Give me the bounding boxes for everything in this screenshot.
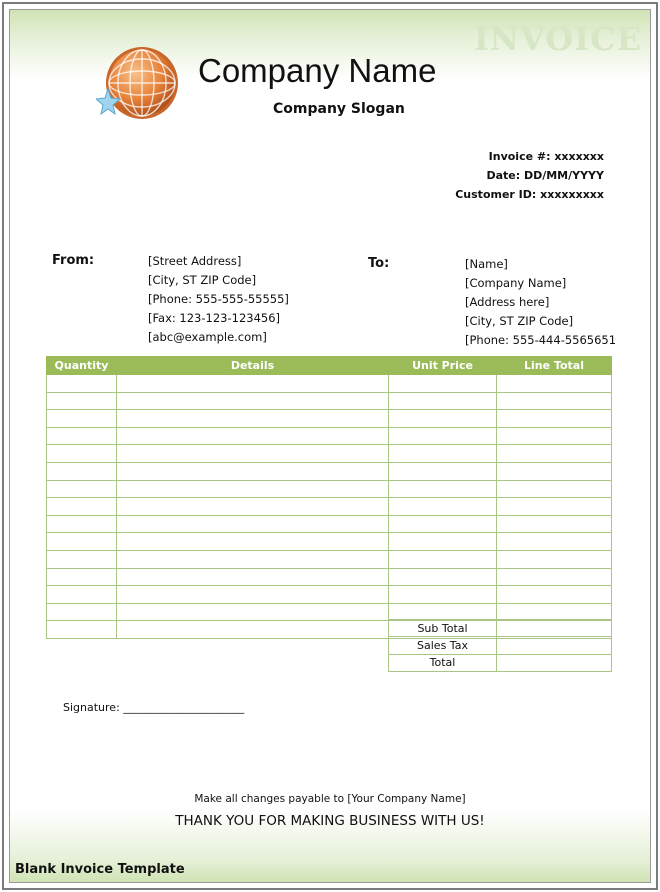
line-total-cell[interactable] <box>497 480 612 498</box>
table-row <box>47 550 612 568</box>
signature-line: Signature: ______________________ <box>63 701 245 714</box>
details-cell[interactable] <box>117 480 389 498</box>
invoice-number: Invoice #: xxxxxxx <box>488 150 604 163</box>
details-cell[interactable] <box>117 445 389 463</box>
table-row <box>47 498 612 516</box>
customer-id: Customer ID: xxxxxxxxx <box>455 188 604 201</box>
line-total-cell[interactable] <box>497 392 612 410</box>
globe-logo-icon <box>96 45 180 125</box>
invoice-watermark: INVOICE <box>473 20 642 58</box>
quantity-cell[interactable] <box>47 498 117 516</box>
quantity-cell[interactable] <box>47 480 117 498</box>
to-line: [Phone: 555-444-5565651 <box>465 333 617 347</box>
line-total-cell[interactable] <box>497 568 612 586</box>
company-name: Company Name <box>198 52 437 89</box>
to-line: [City, ST ZIP Code] <box>465 314 574 328</box>
table-row <box>47 392 612 410</box>
line-total-cell[interactable] <box>497 375 612 393</box>
line-total-cell[interactable] <box>497 498 612 516</box>
unit-price-cell[interactable] <box>389 392 497 410</box>
table-row <box>47 586 612 604</box>
table-row <box>47 515 612 533</box>
sales-tax-label: Sales Tax <box>389 637 497 654</box>
details-cell[interactable] <box>117 621 389 639</box>
template-title: Blank Invoice Template <box>15 862 185 877</box>
line-total-cell[interactable] <box>497 533 612 551</box>
details-cell[interactable] <box>117 533 389 551</box>
details-cell[interactable] <box>117 410 389 428</box>
table-header-row <box>47 357 612 375</box>
details-cell[interactable] <box>117 550 389 568</box>
quantity-cell[interactable] <box>47 462 117 480</box>
table-row <box>47 410 612 428</box>
table-row <box>47 480 612 498</box>
quantity-cell[interactable] <box>47 621 117 639</box>
quantity-cell[interactable] <box>47 533 117 551</box>
unit-price-cell[interactable] <box>389 550 497 568</box>
sales-tax-row <box>389 637 612 654</box>
table-row <box>47 533 612 551</box>
table-row <box>47 462 612 480</box>
quantity-cell[interactable] <box>47 410 117 428</box>
quantity-cell[interactable] <box>47 550 117 568</box>
unit-price-cell[interactable] <box>389 375 497 393</box>
table-row <box>47 568 612 586</box>
column-header-line-total: Line Total <box>497 357 612 375</box>
to-line: [Company Name] <box>465 276 567 290</box>
quantity-cell[interactable] <box>47 568 117 586</box>
quantity-cell[interactable] <box>47 586 117 604</box>
line-total-cell[interactable] <box>497 427 612 445</box>
from-label: From: <box>52 253 95 268</box>
unit-price-cell[interactable] <box>389 445 497 463</box>
unit-price-cell[interactable] <box>389 410 497 428</box>
payable-note: Make all changes payable to [Your Company Name] <box>194 793 466 805</box>
details-cell[interactable] <box>117 392 389 410</box>
unit-price-cell[interactable] <box>389 515 497 533</box>
quantity-cell[interactable] <box>47 375 117 393</box>
details-cell[interactable] <box>117 427 389 445</box>
from-line: [abc@example.com] <box>148 330 267 344</box>
unit-price-cell[interactable] <box>389 533 497 551</box>
unit-price-cell[interactable] <box>389 498 497 516</box>
subtotal-row <box>389 620 612 637</box>
from-line: [Street Address] <box>148 254 242 268</box>
line-total-cell[interactable] <box>497 462 612 480</box>
column-header-details: Details <box>117 357 389 375</box>
column-header-quantity: Quantity <box>47 357 117 375</box>
line-total-cell[interactable] <box>497 410 612 428</box>
quantity-cell[interactable] <box>47 392 117 410</box>
unit-price-cell[interactable] <box>389 462 497 480</box>
subtotal-label: Sub Total <box>389 620 497 637</box>
invoice-date: Date: DD/MM/YYYY <box>486 169 604 182</box>
quantity-cell[interactable] <box>47 603 117 621</box>
line-total-cell[interactable] <box>497 586 612 604</box>
details-cell[interactable] <box>117 515 389 533</box>
details-cell[interactable] <box>117 586 389 604</box>
details-cell[interactable] <box>117 568 389 586</box>
thank-you-message: THANK YOU FOR MAKING BUSINESS WITH US! <box>175 813 485 829</box>
unit-price-cell[interactable] <box>389 480 497 498</box>
line-total-cell[interactable] <box>497 515 612 533</box>
from-address <box>148 252 289 347</box>
unit-price-cell[interactable] <box>389 586 497 604</box>
line-total-cell[interactable] <box>497 550 612 568</box>
unit-price-cell[interactable] <box>389 568 497 586</box>
quantity-cell[interactable] <box>47 515 117 533</box>
to-address <box>465 255 616 350</box>
line-items-table <box>46 356 612 639</box>
to-line: [Address here] <box>465 295 550 309</box>
subtotal-value[interactable] <box>497 620 612 637</box>
sales-tax-value[interactable] <box>497 637 612 654</box>
total-label: Total <box>389 654 497 671</box>
table-row <box>47 445 612 463</box>
quantity-cell[interactable] <box>47 445 117 463</box>
details-cell[interactable] <box>117 603 389 621</box>
totals-table <box>388 619 612 672</box>
quantity-cell[interactable] <box>47 427 117 445</box>
table-row <box>47 427 612 445</box>
table-row <box>47 375 612 393</box>
details-cell[interactable] <box>117 375 389 393</box>
column-header-unit-price: Unit Price <box>389 357 497 375</box>
company-slogan: Company Slogan <box>273 101 405 117</box>
details-cell[interactable] <box>117 498 389 516</box>
line-total-cell[interactable] <box>497 445 612 463</box>
from-line: [Phone: 555-555-55555] <box>148 292 289 306</box>
total-value[interactable] <box>497 654 612 671</box>
to-line: [Name] <box>465 257 508 271</box>
unit-price-cell[interactable] <box>389 427 497 445</box>
total-row <box>389 654 612 671</box>
details-cell[interactable] <box>117 462 389 480</box>
from-line: [Fax: 123-123-123456] <box>148 311 281 325</box>
to-label: To: <box>368 256 390 271</box>
from-line: [City, ST ZIP Code] <box>148 273 257 287</box>
invoice-meta <box>455 147 604 204</box>
